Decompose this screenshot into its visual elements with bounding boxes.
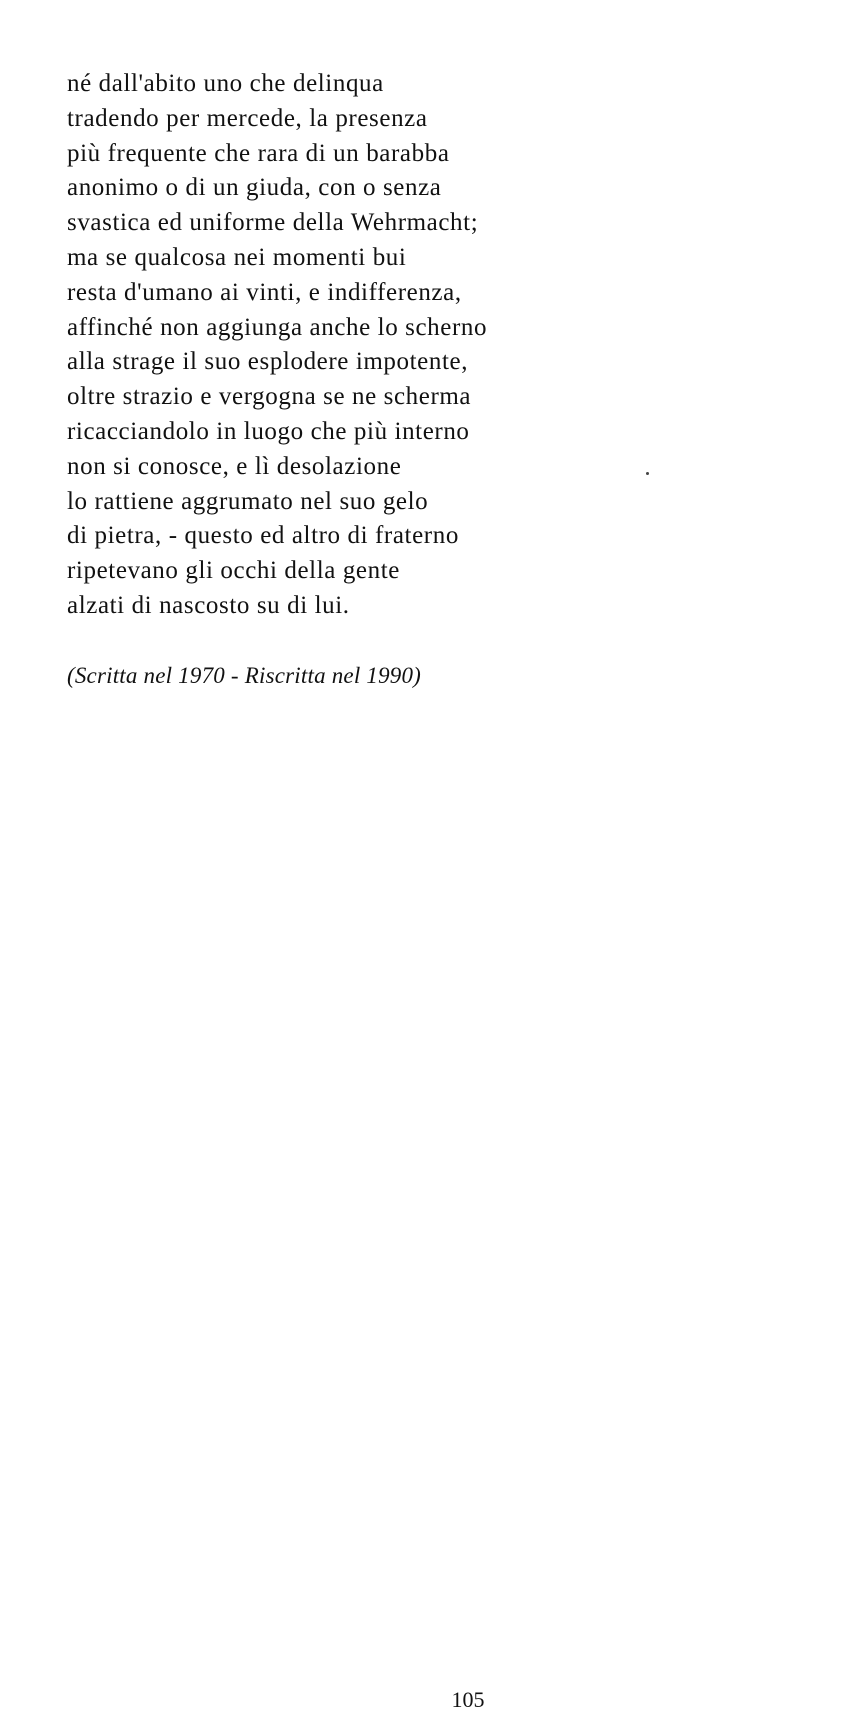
poem-line: ricacciandolo in luogo che più interno: [67, 417, 470, 445]
poem-line: non si conosce, e lì desolazione: [67, 452, 402, 480]
poem-line: lo rattiene aggrumato nel suo gelo: [67, 487, 429, 515]
scan-speck: [646, 472, 649, 475]
poem-line: alzati di nascosto su di lui.: [67, 591, 350, 619]
composition-date-note: (Scritta nel 1970 - Riscritta nel 1990): [67, 663, 422, 688]
poem-line: anonimo o di un giuda, con o senza: [67, 174, 442, 202]
poem-line: né dall'abito uno che delinqua: [67, 70, 384, 97]
poem-line: di pietra, - questo ed altro di fraterno: [67, 522, 459, 550]
poem-line: alla strage il suo esplodere impotente,: [67, 348, 469, 376]
poem-line: resta d'umano ai vinti, e indifferenza,: [67, 278, 462, 306]
poem-line: ma se qualcosa nei momenti bui: [67, 243, 407, 271]
poem-line: tradendo per mercede, la presenza: [67, 104, 428, 132]
poem-line: affinché non aggiunga anche lo scherno: [67, 313, 488, 341]
page-number: 105: [451, 1687, 485, 1712]
poem-line: più frequente che rara di un barabba: [67, 139, 450, 167]
poem-line: svastica ed uniforme della Wehrmacht;: [67, 209, 479, 237]
poem-line: ripetevano gli occhi della gente: [67, 557, 400, 585]
poem-stanza: [67, 67, 687, 624]
poem-line: oltre strazio e vergogna se ne scherma: [67, 383, 472, 411]
